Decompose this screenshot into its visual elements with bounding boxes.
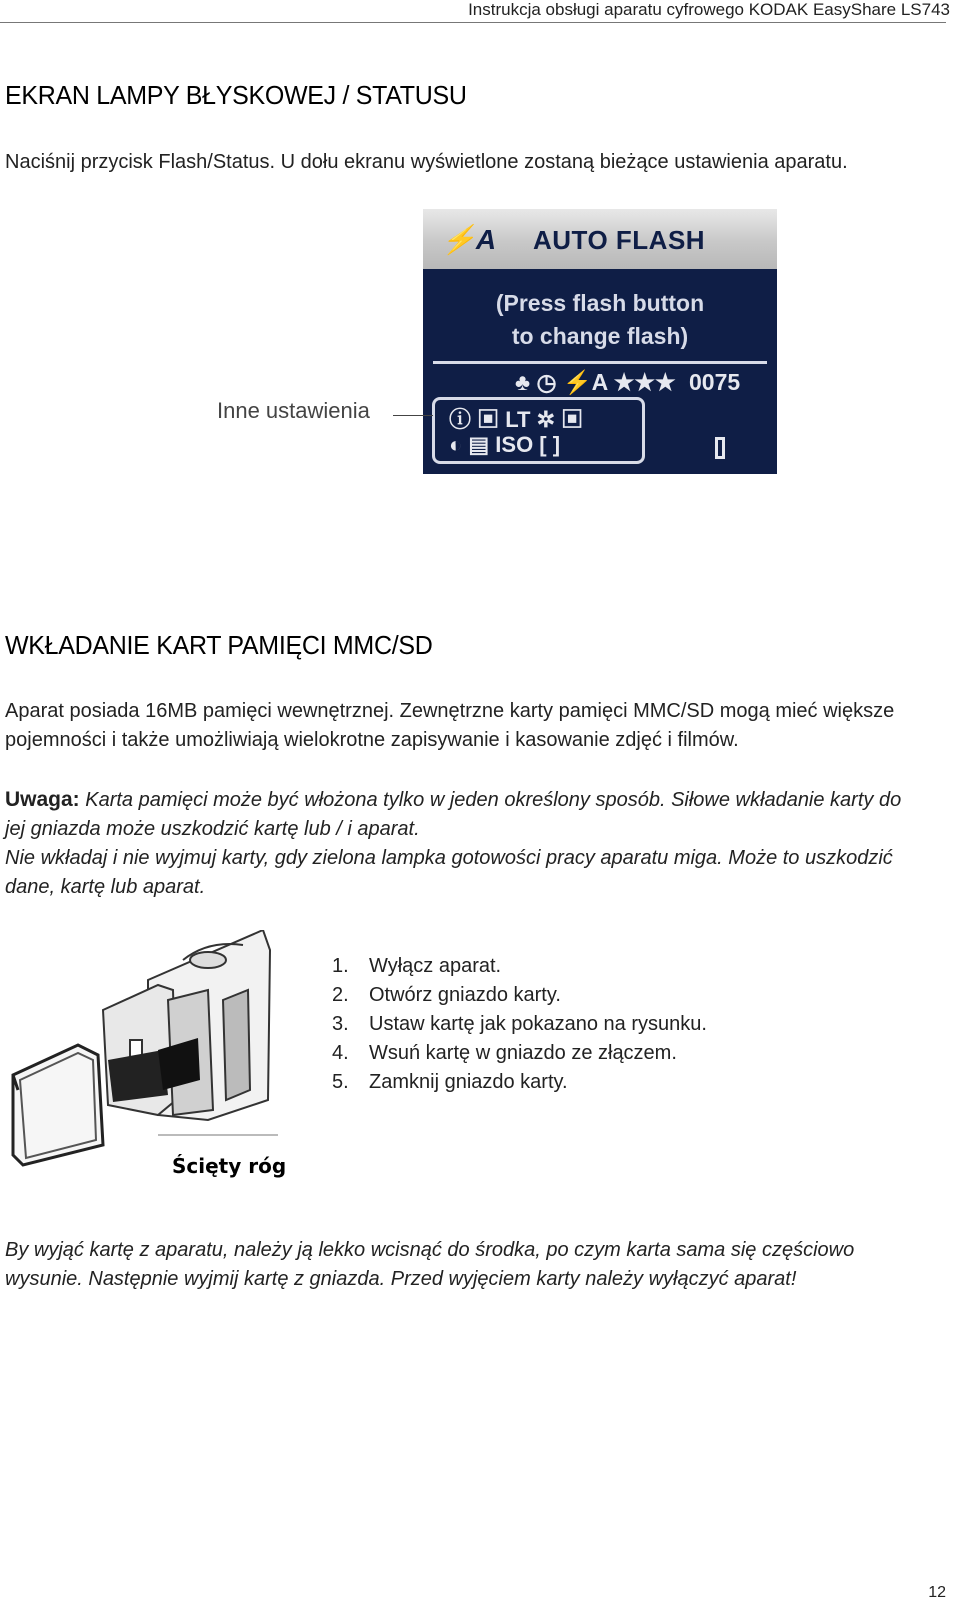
- lcd-settings-row2: ◐ ▤ ISO [ ]: [449, 432, 561, 457]
- warning-line4: dane, kartę lub aparat.: [5, 876, 206, 898]
- lcd-title-bar: [423, 209, 777, 269]
- step-item: 3. Ustaw kartę jak pokazano na rysunku.: [332, 1013, 707, 1035]
- cut-corner-label: Ścięty róg: [172, 1154, 287, 1178]
- step-item: 5. Zamknij gniazdo karty.: [332, 1071, 568, 1093]
- lcd-status-icons: ♣ ◷ ⚡A ★★★: [515, 369, 676, 395]
- section-heading-flash-status: EKRAN LAMPY BŁYSKOWEJ / STATUSU: [5, 81, 467, 111]
- lcd-divider: [433, 361, 767, 364]
- warning-label: Uwaga:: [5, 788, 80, 811]
- memory-intro-line1: Aparat posiada 16MB pamięci wewnętrznej. Zewnętrzne karty pamięci MMC/SD mogą mieć większe: [5, 700, 895, 722]
- warning-line1: [5, 786, 901, 814]
- lcd-flash-mode-title: AUTO FLASH: [533, 225, 706, 255]
- warning-line3: Nie wkładaj i nie wyjmuj karty, gdy zielona lampka gotowości pracy aparatu miga. Może to uszkodzić: [5, 847, 893, 869]
- callout-leader-line: [393, 415, 433, 416]
- lcd-message: [423, 287, 777, 353]
- battery-icon: [715, 437, 725, 459]
- step-item: 4. Wsuń kartę w gniazdo ze złączem.: [332, 1042, 677, 1064]
- camera-lcd-screen: [423, 209, 777, 474]
- memory-intro-line2: pojemności i także umożliwiają wielokrotne zapisywanie i kasowanie zdjęć i filmów.: [5, 729, 739, 751]
- other-settings-callout: Inne ustawienia: [217, 398, 370, 423]
- card-insertion-illustration: [8, 930, 278, 1190]
- step-item: 1. Wyłącz aparat.: [332, 955, 502, 977]
- flash-status-instruction: Naciśnij przycisk Flash/Status. U dołu ekranu wyświetlone zostaną bieżące ustawienia aparatu.: [5, 151, 848, 173]
- running-header: Instrukcja obsługi aparatu cyfrowego KODAK EasyShare LS743: [468, 0, 950, 19]
- warning-line2: jej gniazda może uszkodzić kartę lub / i aparat.: [5, 818, 420, 840]
- step-item: 2. Otwórz gniazdo karty.: [332, 984, 561, 1006]
- header-rule: [0, 22, 946, 23]
- lcd-message-line2: to change flash): [511, 323, 689, 349]
- lcd-message-line1: (Press flash button: [495, 290, 705, 316]
- lcd-other-settings-box: [432, 397, 645, 464]
- auto-flash-icon: ⚡A: [441, 224, 497, 255]
- closing-line2: wysunie. Następnie wyjmij kartę z gniazda. Przed wyjęciem karty należy wyłączyć aparat!: [5, 1268, 797, 1290]
- insertion-steps-list: [332, 952, 707, 1097]
- warning-text1: Karta pamięci może być włożona tylko w jeden określony sposób. Siłowe wkładanie karty do: [79, 789, 902, 811]
- lcd-settings-row1: ⓘ ▣ LT ✲ ▣: [449, 407, 584, 432]
- section-heading-memory-cards: WKŁADANIE KART PAMIĘCI MMC/SD: [5, 631, 433, 661]
- lcd-picture-count: 0075: [689, 369, 741, 395]
- page-number: 12: [928, 1584, 946, 1601]
- closing-line1: By wyjąć kartę z aparatu, należy ją lekko wcisnąć do środka, po czym karta sama się częściowo: [5, 1239, 855, 1261]
